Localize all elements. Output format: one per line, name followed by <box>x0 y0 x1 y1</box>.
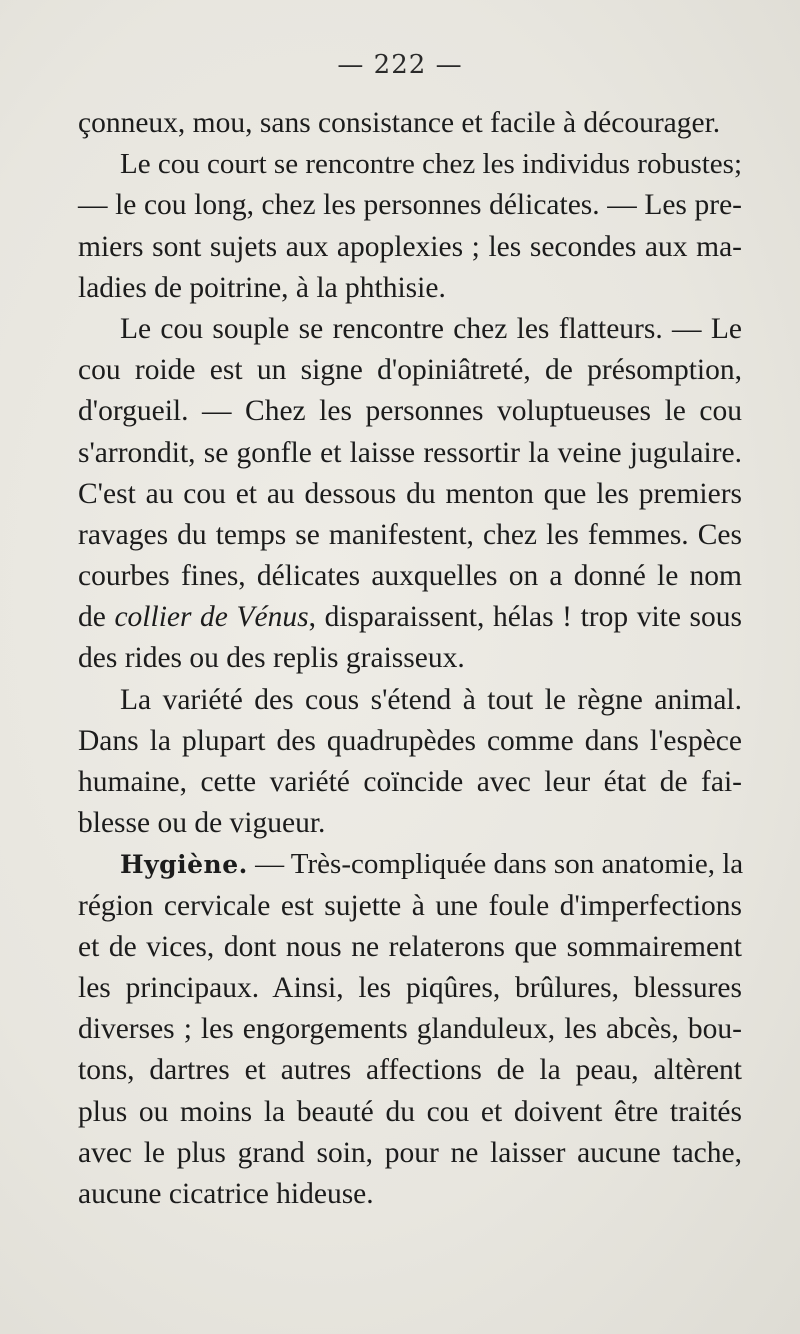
line-text: et de vices, dont nous ne relaterons que sommairement <box>78 930 742 963</box>
text-line <box>78 474 742 515</box>
text-line <box>78 721 742 762</box>
text-line <box>78 762 742 803</box>
line-text: — Très-compliquée dans son anatomie, la <box>247 848 744 881</box>
text-line <box>78 144 742 185</box>
line-text: — le cou long, chez les personnes délicates. — Les pre- <box>78 189 742 222</box>
line-text: ravages du temps se manifestent, chez les femmes. Ces <box>78 518 742 551</box>
text-line <box>78 1092 742 1133</box>
line-text: humaine, cette variété coïncide avec leur état de fai- <box>78 766 742 798</box>
line-text: aucune cicatrice hideuse. <box>78 1177 374 1210</box>
line-text: miers sont sujets aux apoplexies ; les secondes aux ma- <box>78 230 742 263</box>
line-text: tons, dartres et autres affections de la peau, altèrent <box>78 1054 742 1087</box>
line-text: diverses ; les engorgements glanduleux, les abcès, bou- <box>78 1013 742 1046</box>
text-line <box>78 185 742 226</box>
line-text: , disparaissent, hélas ! trop vite sous <box>308 601 742 634</box>
line-text: Le cou court se rencontre chez les individus robustes; <box>120 148 742 181</box>
line-text: ladies de poitrine, à la phthisie. <box>78 271 446 304</box>
section-heading: Hygiène. <box>120 850 248 880</box>
text-line <box>78 1009 742 1050</box>
text-line <box>78 391 742 432</box>
text-line <box>78 1050 742 1091</box>
line-text: d'orgueil. — Chez les personnes voluptueuses le cou <box>78 395 742 428</box>
text-line <box>78 680 742 721</box>
body-text <box>78 103 742 1215</box>
text-line <box>78 268 742 309</box>
line-text: Le cou souple se rencontre chez les flatteurs. — Le <box>120 312 742 345</box>
text-line <box>78 350 742 391</box>
line-text: avec le plus grand soin, pour ne laisser aucune tache, <box>78 1136 742 1169</box>
text-line <box>78 227 742 268</box>
text-line <box>78 886 742 927</box>
text-line <box>78 968 742 1009</box>
line-text: Dans la plupart des quadrupèdes comme dans l'espèce <box>78 724 742 757</box>
line-text: région cervicale est sujette à une foule d'imperfections <box>78 889 742 922</box>
line-text: des rides ou des replis graisseux. <box>78 642 465 675</box>
line-text: s'arrondit, se gonfle et laisse ressortir la veine jugulaire. <box>78 436 742 469</box>
text-line <box>78 1174 742 1215</box>
text-line <box>78 103 742 144</box>
line-text: cou roide est un signe d'opiniâtreté, de présomption, <box>78 354 742 387</box>
line-text: C'est au cou et au dessous du menton que les premiers <box>78 477 742 510</box>
line-text: courbes fines, délicates auxquelles on a donné le nom <box>78 560 742 593</box>
text-line <box>78 638 742 679</box>
line-text: La variété des cous s'étend à tout le règne animal. <box>120 683 742 716</box>
page-number: — 222 — <box>337 50 463 80</box>
text-line <box>78 927 742 968</box>
line-text: les principaux. Ainsi, les piqûres, brûlures, blessures <box>78 971 742 1004</box>
text-line <box>78 1133 742 1174</box>
text-line <box>78 803 742 844</box>
italic-phrase: collier de Vénus <box>114 601 309 634</box>
text-line <box>78 844 742 885</box>
line-text: de <box>78 601 115 634</box>
line-text: çonneux, mou, sans consistance et facile à décourager. <box>78 107 721 139</box>
text-line <box>78 433 742 474</box>
text-line <box>78 515 742 556</box>
line-text: blesse ou de vigueur. <box>78 807 326 840</box>
text-line <box>78 556 742 597</box>
text-line <box>78 309 742 350</box>
text-line <box>78 597 742 638</box>
line-text: plus ou moins la beauté du cou et doivent être traités <box>78 1095 742 1128</box>
